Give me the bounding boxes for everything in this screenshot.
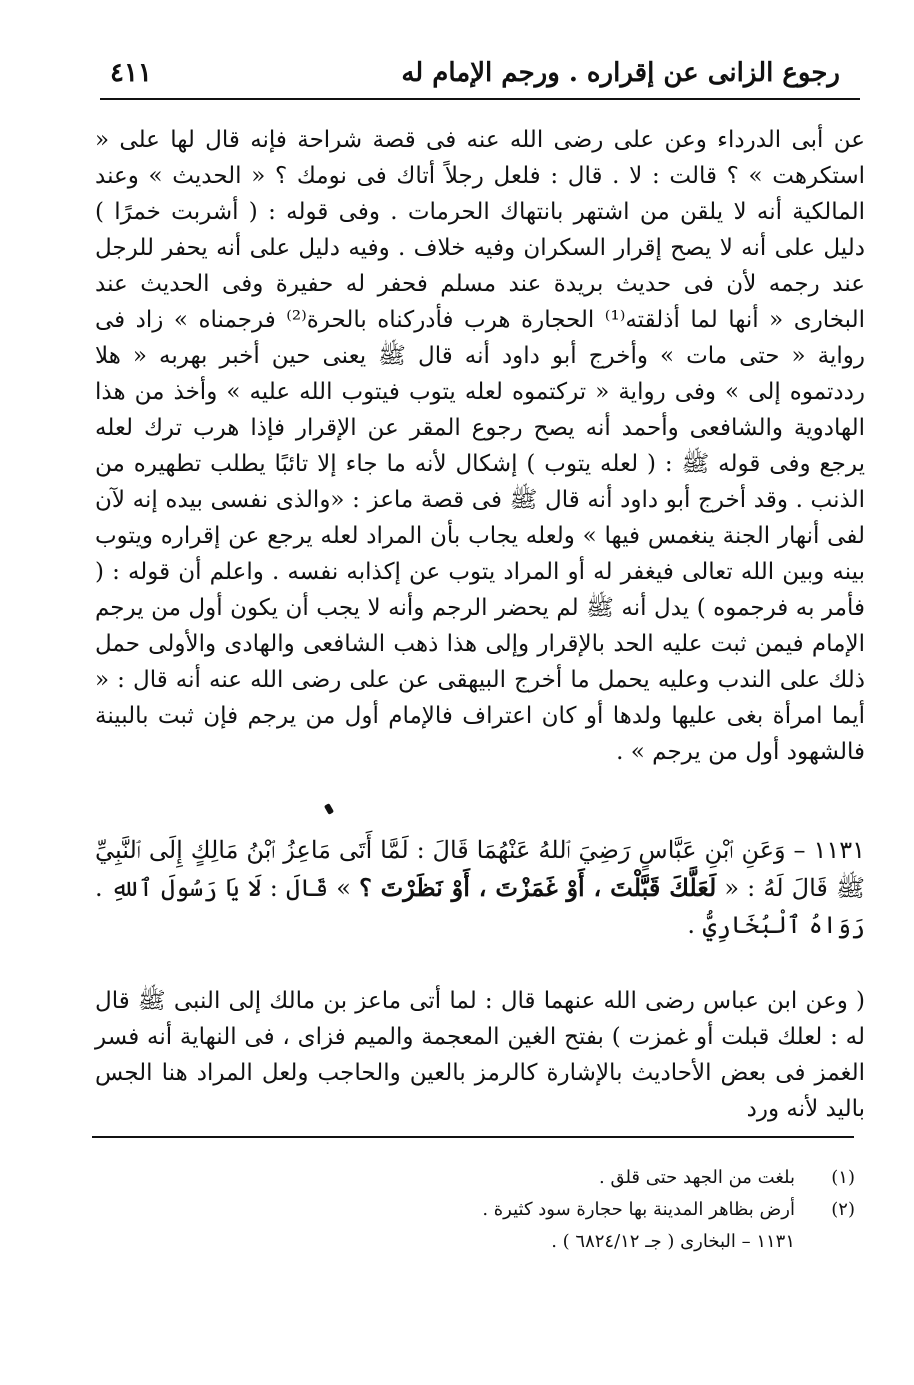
- main-paragraph: عن أبى الدرداء وعن على رضى الله عنه فى قصة شراحة فإنه قال لها على « استكرهت » ؟ قالت : لا . قال : فلعل رجلاً أتاك فى نومك ؟ « الحديث » وعند المالكية أنه لا يلقن من اشتهر بانتهاك الحرمات . وفى قوله : ( أشربت خمرًا ) دليل على أنه لا يصح إقرار السكران وفيه خلاف . وفيه دليل على أنه يحفر للرجل عند رجمه لأن فى حديث بريدة عند مسلم فحفر له حفيرة وفى الحديث عند البخارى « أنها لما أذلقته⁽¹⁾ الحجارة هرب فأدركناه بالحرة⁽²⁾ فرجمناه » زاد فى رواية « حتى مات » وأخرج أبو داود أنه قال ﷺ يعنى حين أخبر بهربه « هلا رددتموه إلى » وفى رواية « تركتموه لعله يتوب فيتوب الله عليه » وأخذ من هذا الهادوية والشافعى وأحمد أنه يصح رجوع المقر عن الإقرار فإذا هرب ترك لعله يرجع وفى قوله ﷺ : ( لعله يتوب ) إشكال لأنه ما جاء إلا تائبًا يطلب تطهيره من الذنب . وقد أخرج أبو داود أنه قال ﷺ فى قصة ماعز : «والذى نفسى بيده إنه لآن لفى أنهار الجنة ينغمس فيها » ولعله يجاب بأن المراد لعله يرجع عن إقراره ويتوب بينه وبين الله تعالى فيغفر له أو المراد يتوب عن إكذابه نفسه . واعلم أن قوله : ( فأمر به فرجموه ) يدل أنه ﷺ لم يحضر الرجم وأنه لا يجب أن يكون أول من يرجم الإمام فيمن ثبت عليه الحد بالإقرار وإلى هذا ذهب الشافعى والهادى والأولى حمل ذلك على الندب وعليه يحمل ما أخرج البيهقى عن على رضى الله عنه أنه قال : « أيما امرأة بغى عليها ولدها أو كان اعتراف فالإمام أول من يرجم فإن ثبت بالبينة فالشهود أول من يرجم » .: [95, 127, 866, 765]
- footnote-number: (١): [831, 1167, 855, 1188]
- footnote: [95, 1162, 855, 1194]
- commentary-paragraph: ( وعن ابن عباس رضى الله عنهما قال : لما أتى ماعز بن مالك إلى النبى ﷺ قال له : لعلك قبلت أو غمزت ) بفتح الغين المعجمة والميم فزاى ، فى النهاية أنه فسر الغمز فى بعض الأحاديث بالإشارة كالرمز بالعين والحاجب ولعل المراد هنا الجس باليد لأنه ورد: [95, 988, 865, 1122]
- ink-mark: [324, 803, 334, 815]
- hadith-text: [95, 832, 865, 944]
- footnote: [95, 1226, 855, 1258]
- footnote-text: ١١٣١ – البخارى ( جـ ٦٨٢٤/١٢ ) .: [551, 1231, 795, 1252]
- footnote-number: (٢): [831, 1199, 855, 1220]
- footnote-divider: [92, 1136, 854, 1138]
- hadith-paragraph: [95, 832, 865, 944]
- footnote-number: [795, 1226, 855, 1258]
- page-number: ٤١١: [110, 58, 152, 88]
- hadith-ending: » قَالَ : لَا يَا رَسُولَ ٱللهِ . رَوَاهُ ٱلْبُخَارِيُّ .: [95, 874, 865, 939]
- main-text: [95, 122, 865, 770]
- footnotes: [95, 1162, 855, 1258]
- running-title: رجوع الزانى عن إقراره . ورجم الإمام له: [401, 58, 840, 88]
- hadith-quote-bold: لَعَلَّكَ قَبَّلْتَ ، أَوْ غَمَزْتَ ، أَوْ نَظَرْتَ ؟: [359, 873, 717, 902]
- page-header: [100, 58, 860, 98]
- footnote-text: أرض بظاهر المدينة بها حجارة سود كثيرة .: [482, 1199, 795, 1220]
- footnote-text: بلغت من الجهد حتى قلق .: [599, 1167, 795, 1188]
- hadith-intro: ١١٣١ – وَعَنِ ٱبْنِ عَبَّاسٍ رَضِيَ ٱللهُ عَنْهُمَا قَالَ : لَمَّا أَتَى مَاعِزُ ٱبْنُ مَالِكٍ إِلَى ٱلنَّبِيِّ ﷺ قَالَ لَهُ : «: [95, 836, 865, 902]
- footnote: [95, 1194, 855, 1226]
- header-divider: [100, 98, 860, 100]
- commentary-text: [95, 983, 865, 1127]
